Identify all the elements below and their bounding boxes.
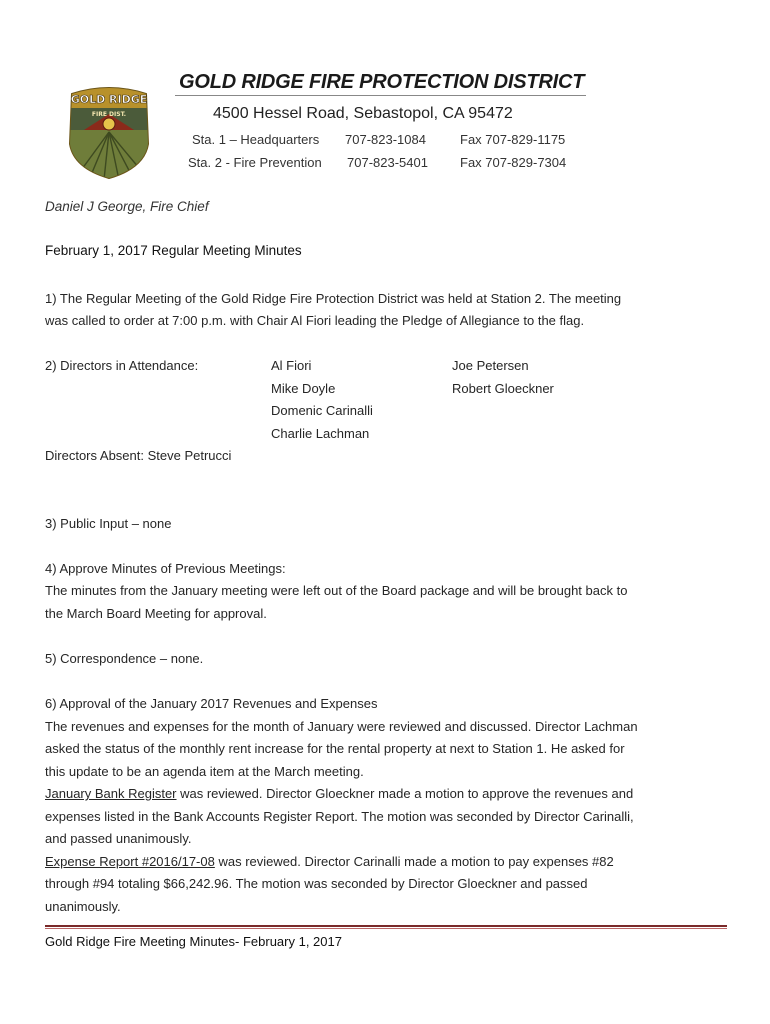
district-logo [64, 84, 154, 180]
director-name: Robert Gloeckner [452, 381, 554, 396]
station1-fax: Fax 707-829-1175 [460, 132, 566, 147]
svg-text:GOLD RIDGE: GOLD RIDGE [70, 93, 148, 106]
svg-text:FIRE DIST.: FIRE DIST. [91, 111, 127, 118]
footer-divider [45, 925, 727, 927]
directors-absent: Directors Absent: Steve Petrucci [45, 448, 232, 463]
item6-line: through #94 totaling $66,242.96. The motion was seconded by Director Gloeckner and passed [45, 876, 588, 891]
item3-public-input: 3) Public Input – none [45, 516, 172, 531]
bank-register-link[interactable]: January Bank Register [45, 786, 177, 801]
organization-address: 4500 Hessel Road, Sebastopol, CA 95472 [213, 105, 513, 122]
fire-chief-name: Daniel J George, Fire Chief [45, 199, 209, 214]
item6-line: and passed unanimously. [45, 831, 192, 846]
item6-line: unanimously. [45, 899, 121, 914]
director-name: Domenic Carinalli [271, 403, 373, 418]
station1-label: Sta. 1 – Headquarters [192, 132, 320, 147]
station1-phone: 707-823-1084 [345, 132, 426, 147]
organization-name: GOLD RIDGE FIRE PROTECTION DISTRICT [175, 71, 586, 96]
document-title: February 1, 2017 Regular Meeting Minutes [45, 243, 302, 258]
director-name: Al Fiori [271, 358, 312, 373]
item4-heading: 4) Approve Minutes of Previous Meetings: [45, 561, 286, 576]
item4-line: the March Board Meeting for approval. [45, 606, 267, 621]
page-footer: Gold Ridge Fire Meeting Minutes- February 1, 2017 [45, 934, 342, 949]
item6-line-text: was reviewed. Director Gloeckner made a motion to approve the revenues and [176, 786, 634, 801]
item6-line: The revenues and expenses for the month of January were reviewed and discussed. Director Lachman [45, 719, 638, 734]
item4-line: The minutes from the January meeting were left out of the Board package and will be brought back to [45, 583, 628, 598]
station2-label: Sta. 2 - Fire Prevention [188, 155, 322, 170]
item6-line [45, 851, 614, 874]
director-name: Charlie Lachman [271, 426, 370, 441]
item2-label: 2) Directors in Attendance: [45, 358, 199, 373]
item6-line-text: was reviewed. Director Carinalli made a motion to pay expenses #82 [214, 854, 614, 869]
item6-line: this update to be an agenda item at the March meeting. [45, 764, 364, 779]
item6-line: expenses listed in the Bank Accounts Register Report. The motion was seconded by Director Carinalli, [45, 809, 634, 824]
footer-divider [45, 928, 727, 929]
item1-line: was called to order at 7:00 p.m. with Chair Al Fiori leading the Pledge of Allegiance to the flag. [45, 313, 585, 328]
item6-heading: 6) Approval of the January 2017 Revenues and Expenses [45, 696, 378, 711]
director-name: Mike Doyle [271, 381, 336, 396]
station2-phone: 707-823-5401 [347, 155, 428, 170]
item6-line: asked the status of the monthly rent increase for the rental property at next to Station 1. He asked for [45, 741, 625, 756]
station2-fax: Fax 707-829-7304 [460, 155, 567, 170]
item1-line: 1) The Regular Meeting of the Gold Ridge Fire Protection District was held at Station 2. The meeting [45, 291, 622, 306]
item5-correspondence: 5) Correspondence – none. [45, 651, 204, 666]
item6-line [45, 783, 633, 806]
director-name: Joe Petersen [452, 358, 529, 373]
expense-report-link[interactable]: Expense Report #2016/17-08 [45, 854, 215, 869]
